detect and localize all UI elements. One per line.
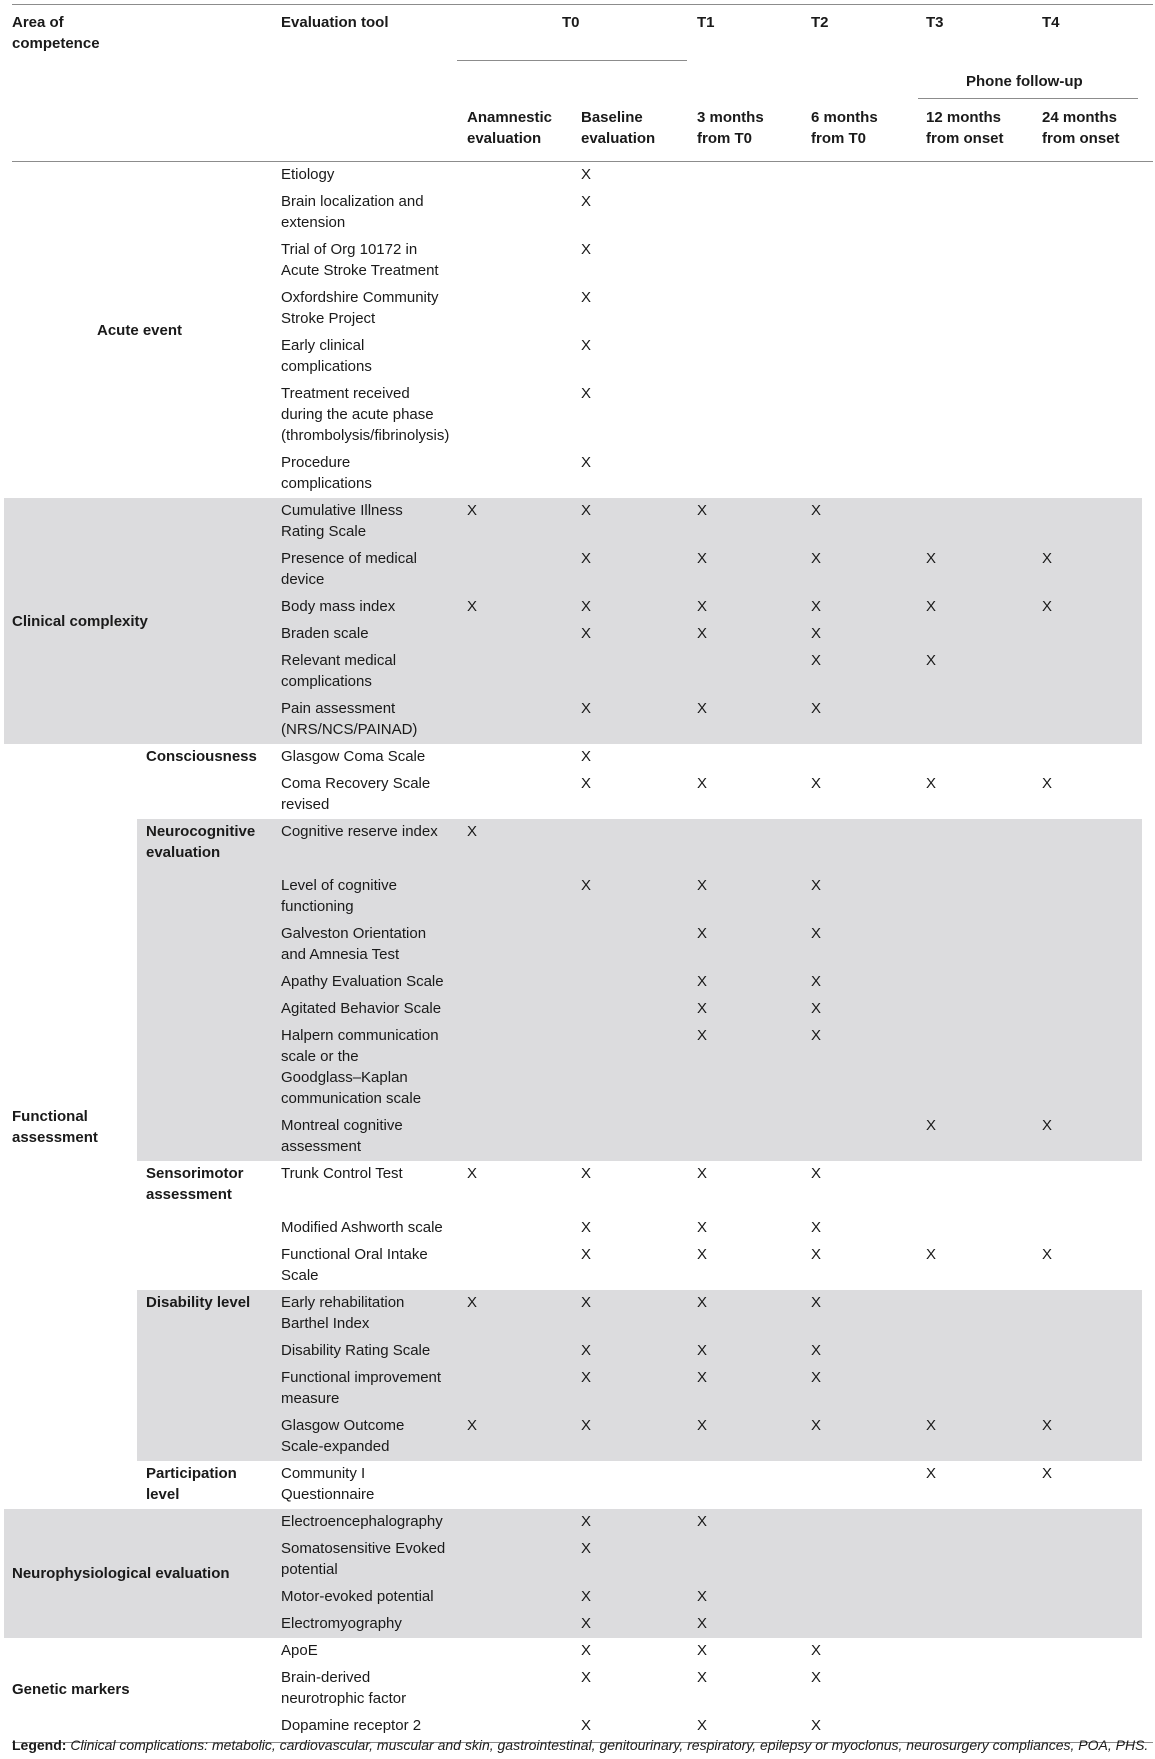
subarea-label: Sensorimotor assessment <box>146 1165 244 1203</box>
header-anamnestic: Anamnestic evaluation <box>467 109 553 147</box>
evaluation-tool: Electroencephalography <box>281 1513 443 1530</box>
mark-x: X <box>581 775 592 792</box>
mark-x: X <box>581 1219 592 1236</box>
mark-x: X <box>811 877 822 894</box>
mark-x: X <box>811 502 822 519</box>
mark-x: X <box>581 598 592 615</box>
evaluation-tool: Early clinical complications <box>281 337 372 375</box>
evaluation-tool: Presence of medical device <box>281 550 417 588</box>
subarea-label: Consciousness <box>146 748 257 765</box>
mark-x: X <box>467 1417 478 1434</box>
mark-x: X <box>697 877 708 894</box>
header-baseline: Baseline evaluation <box>581 109 656 147</box>
mark-x: X <box>581 700 592 717</box>
mark-x: X <box>697 1027 708 1044</box>
mark-x: X <box>926 775 937 792</box>
area-label: Acute event <box>97 322 183 339</box>
mark-x: X <box>697 925 708 942</box>
header-t2: T2 <box>811 14 829 31</box>
mark-x: X <box>1042 1117 1053 1134</box>
evaluation-tool: Apathy Evaluation Scale <box>281 973 444 990</box>
mark-x: X <box>581 1417 592 1434</box>
mark-x: X <box>811 1165 822 1182</box>
mark-x: X <box>697 1246 708 1263</box>
mark-x: X <box>811 1342 822 1359</box>
mark-x: X <box>581 550 592 567</box>
mark-x: X <box>926 1117 937 1134</box>
mark-x: X <box>581 1342 592 1359</box>
mark-x: X <box>697 1165 708 1182</box>
mark-x: X <box>811 1027 822 1044</box>
evaluation-tool: Brain localization and extension <box>281 193 424 231</box>
mark-x: X <box>1042 1465 1053 1482</box>
mark-x: X <box>811 973 822 990</box>
evaluation-tool: Modified Ashworth scale <box>281 1219 443 1236</box>
area-label: Neurophysiological evaluation <box>12 1565 230 1582</box>
evaluation-tool: Body mass index <box>281 598 396 615</box>
evaluation-tool: Functional Oral Intake Scale <box>281 1246 428 1284</box>
mark-x: X <box>697 1669 708 1686</box>
mark-x: X <box>581 1717 592 1734</box>
mark-x: X <box>1042 1417 1053 1434</box>
mark-x: X <box>697 502 708 519</box>
mark-x: X <box>926 652 937 669</box>
mark-x: X <box>811 1669 822 1686</box>
legend-text: Clinical complications: metabolic, cardiovascular, muscular and skin, gastrointestinal, genitourinary, respiratory, epilepsy or myoclonus, neurosurgery compliances, POA, PHS. <box>66 1737 1149 1753</box>
t0-rule <box>457 60 687 61</box>
evaluation-tool: Functional improvement measure <box>281 1369 442 1407</box>
header-phone-followup: Phone follow-up <box>966 73 1083 90</box>
mark-x: X <box>581 337 592 354</box>
evaluation-tool: Agitated Behavior Scale <box>281 1000 442 1017</box>
evaluation-tool: Electromyography <box>281 1615 402 1632</box>
mark-x: X <box>811 1000 822 1017</box>
mark-x: X <box>811 1369 822 1386</box>
mark-x: X <box>697 1000 708 1017</box>
area-label: Functional assessment <box>12 1108 98 1146</box>
header-t4: T4 <box>1042 14 1060 31</box>
mark-x: X <box>581 1669 592 1686</box>
evaluation-tool: Oxfordshire Community Stroke Project <box>281 289 439 327</box>
legend-label: Legend: <box>12 1737 67 1753</box>
evaluation-tool: Pain assessment (NRS/NCS/PAINAD) <box>281 700 418 738</box>
mark-x: X <box>811 1642 822 1659</box>
header-t3: T3 <box>926 14 944 31</box>
evaluation-tool: ApoE <box>281 1642 318 1659</box>
mark-x: X <box>697 1642 708 1659</box>
mark-x: X <box>811 625 822 642</box>
mark-x: X <box>697 1615 708 1632</box>
mark-x: X <box>926 1465 937 1482</box>
area-label: Genetic markers <box>12 1681 130 1698</box>
mark-x: X <box>467 823 478 840</box>
mark-x: X <box>581 1294 592 1311</box>
header-tool: Evaluation tool <box>281 14 389 31</box>
mark-x: X <box>926 550 937 567</box>
mark-x: X <box>467 1294 478 1311</box>
mark-x: X <box>581 241 592 258</box>
mark-x: X <box>1042 550 1053 567</box>
mark-x: X <box>811 1294 822 1311</box>
mark-x: X <box>581 1165 592 1182</box>
mark-x: X <box>581 1540 592 1557</box>
mark-x: X <box>811 1717 822 1734</box>
header-t0: T0 <box>562 14 580 31</box>
mark-x: X <box>697 1369 708 1386</box>
evaluation-tool: Coma Recovery Scale revised <box>281 775 431 813</box>
mark-x: X <box>581 502 592 519</box>
evaluation-tool: Motor-evoked potential <box>281 1588 434 1605</box>
mark-x: X <box>581 625 592 642</box>
mark-x: X <box>581 877 592 894</box>
mark-x: X <box>697 700 708 717</box>
mark-x: X <box>467 502 478 519</box>
area-label: Clinical complexity <box>12 613 148 630</box>
mark-x: X <box>1042 1246 1053 1263</box>
mark-x: X <box>811 925 822 942</box>
mark-x: X <box>811 1417 822 1434</box>
evaluation-tool: Dopamine receptor 2 <box>281 1717 422 1734</box>
subarea-label: Disability level <box>146 1294 251 1311</box>
mark-x: X <box>697 1417 708 1434</box>
evaluation-tool: Cumulative Illness Rating Scale <box>281 502 403 540</box>
mark-x: X <box>581 1642 592 1659</box>
mark-x: X <box>697 1588 708 1605</box>
evaluation-tool: Relevant medical complications <box>281 652 397 690</box>
mark-x: X <box>581 1513 592 1530</box>
mark-x: X <box>811 700 822 717</box>
evaluation-tool: Braden scale <box>281 625 369 642</box>
mark-x: X <box>581 1246 592 1263</box>
evaluation-tool: Trial of Org 10172 in Acute Stroke Treatment <box>281 241 439 279</box>
mark-x: X <box>811 775 822 792</box>
header-t1: T1 <box>697 14 715 31</box>
mark-x: X <box>811 652 822 669</box>
top-rule <box>12 4 1153 5</box>
evaluation-tool: Trunk Control Test <box>281 1165 403 1182</box>
header-bottom-rule <box>12 161 1153 162</box>
phone-rule <box>918 98 1138 99</box>
mark-x: X <box>1042 775 1053 792</box>
mark-x: X <box>467 1165 478 1182</box>
evaluation-tool: Cognitive reserve index <box>281 823 438 840</box>
evaluation-tool: Etiology <box>281 166 335 183</box>
mark-x: X <box>697 1294 708 1311</box>
evaluation-tool: Community I Questionnaire <box>281 1465 375 1503</box>
mark-x: X <box>697 1513 708 1530</box>
mark-x: X <box>581 193 592 210</box>
mark-x: X <box>697 625 708 642</box>
header-3-months: 3 months from T0 <box>697 109 764 147</box>
mark-x: X <box>811 598 822 615</box>
mark-x: X <box>697 775 708 792</box>
mark-x: X <box>926 1417 937 1434</box>
mark-x: X <box>811 550 822 567</box>
mark-x: X <box>581 289 592 306</box>
mark-x: X <box>1042 598 1053 615</box>
mark-x: X <box>697 598 708 615</box>
mark-x: X <box>697 1219 708 1236</box>
mark-x: X <box>811 1246 822 1263</box>
evaluation-tool: Somatosensitive Evoked potential <box>281 1540 446 1578</box>
header-area: Area of competence <box>12 14 100 52</box>
header-6-months: 6 months from T0 <box>811 109 878 147</box>
mark-x: X <box>697 973 708 990</box>
mark-x: X <box>581 1588 592 1605</box>
evaluation-tool: Early rehabilitation Barthel Index <box>281 1294 405 1332</box>
group-band <box>4 498 1142 744</box>
legend <box>12 1736 1148 1754</box>
subarea-label: Neurocognitive evaluation <box>146 823 256 861</box>
mark-x: X <box>581 748 592 765</box>
mark-x: X <box>926 598 937 615</box>
header-12-months: 12 months from onset <box>926 109 1004 147</box>
evaluation-tool: Galveston Orientation and Amnesia Test <box>281 925 427 963</box>
evaluation-tool: Procedure complications <box>281 454 372 492</box>
mark-x: X <box>581 454 592 471</box>
mark-x: X <box>811 1219 822 1236</box>
evaluation-tool: Halpern communication scale or the Goodglass–Kaplan communication scale <box>281 1027 439 1107</box>
mark-x: X <box>697 550 708 567</box>
mark-x: X <box>581 385 592 402</box>
mark-x: X <box>697 1717 708 1734</box>
mark-x: X <box>581 1369 592 1386</box>
evaluation-tool: Glasgow Coma Scale <box>281 748 426 765</box>
evaluation-tool: Treatment received during the acute phase (thrombolysis/fibrinolysis) <box>281 385 450 444</box>
evaluation-tool: Glasgow Outcome Scale-expanded <box>281 1417 405 1455</box>
evaluation-tool: Brain-derived neurotrophic factor <box>281 1669 407 1707</box>
evaluation-tool: Level of cognitive functioning <box>281 877 397 915</box>
evaluation-tool: Disability Rating Scale <box>281 1342 431 1359</box>
subarea-label: Participation level <box>146 1465 237 1503</box>
header-24-months: 24 months from onset <box>1042 109 1120 147</box>
mark-x: X <box>697 1342 708 1359</box>
evaluation-tool: Montreal cognitive assessment <box>281 1117 403 1155</box>
mark-x: X <box>581 1615 592 1632</box>
mark-x: X <box>581 166 592 183</box>
mark-x: X <box>467 598 478 615</box>
mark-x: X <box>926 1246 937 1263</box>
